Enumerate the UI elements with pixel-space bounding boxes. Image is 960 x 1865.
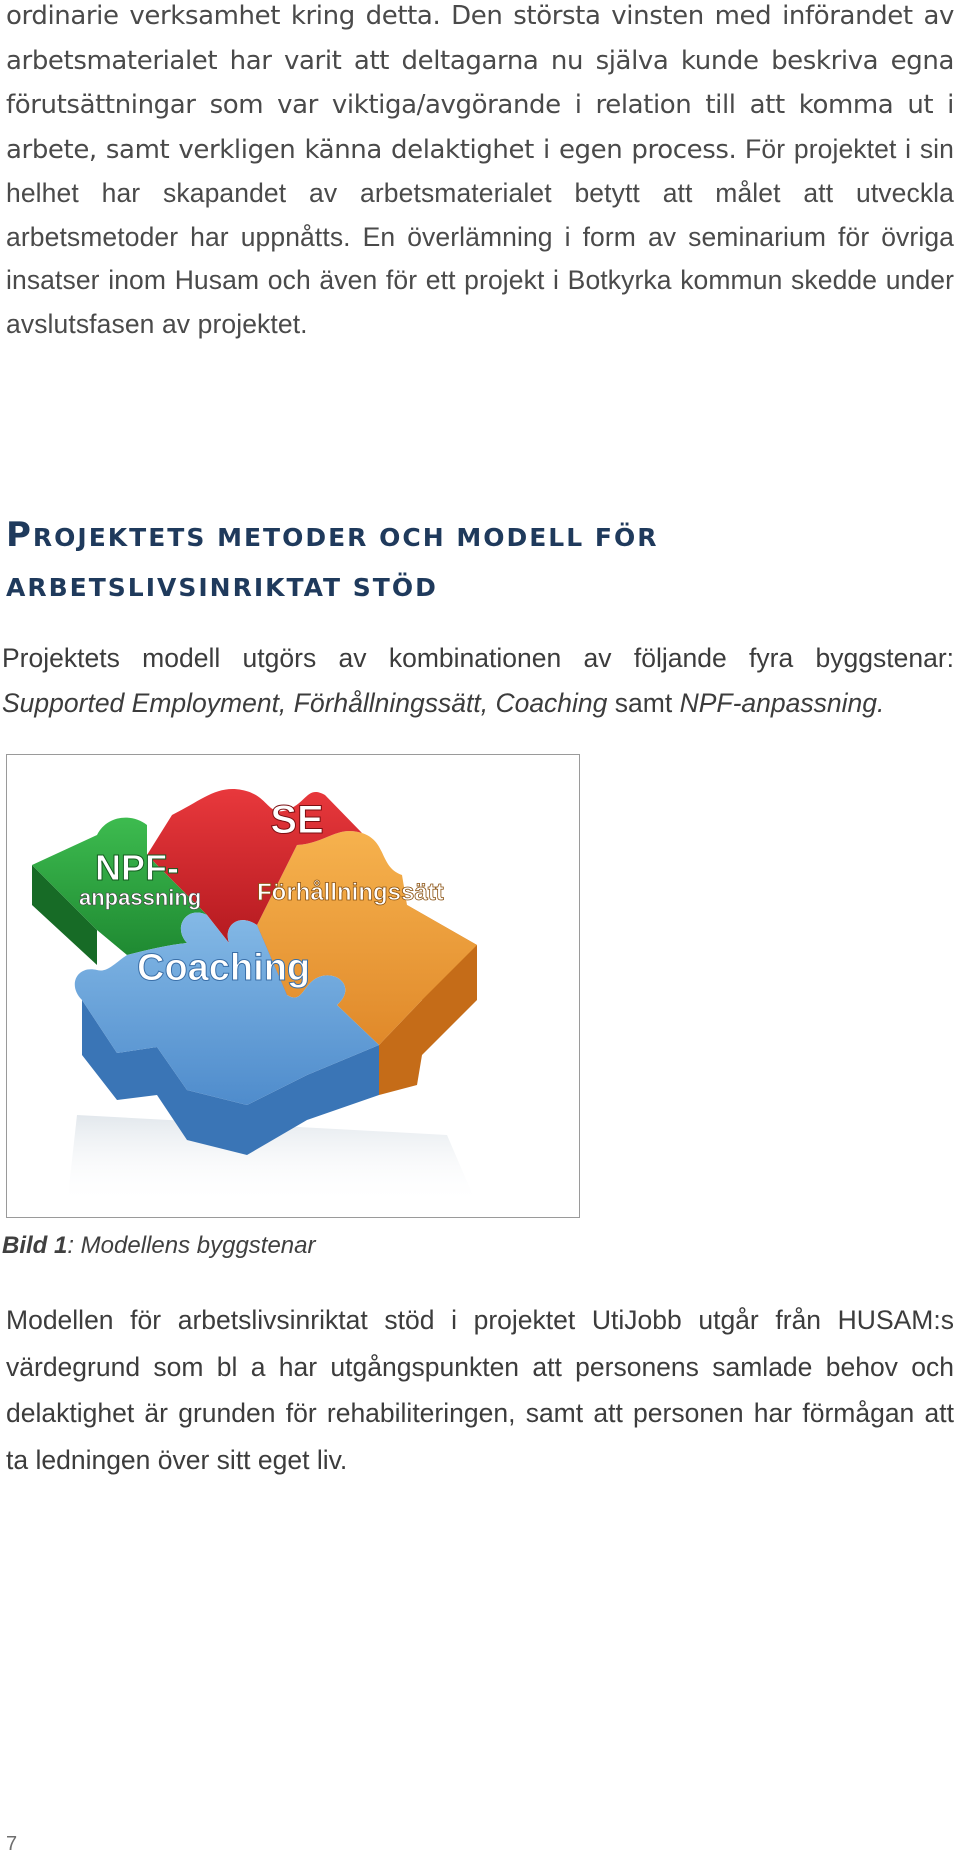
intro-paragraph [6,0,954,346]
label-forhallningssatt: Förhållningssätt [257,879,444,906]
model-paragraph-lead: Projektets modell utgörs av kombinationen av följande fyra byggstenar: [2,643,954,673]
intro-paragraph-part1: ordinarie verksamhet kring detta. Den största vinsten med införandet av arbetsmaterialet har varit att deltagarna nu själva kunde beskriva egna förutsättningar som var viktiga/avgörande i relation till att komma ut i arbete, samt verkligen känna delaktighet i egen process. [6,1,954,165]
model-paragraph-item1: Supported Employment, Förhållningssätt, Coaching [2,688,608,718]
heading-line1-rest: ROJEKTETS METODER OCH MODELL FÖR [32,523,659,552]
caption-label: Bild 1 [2,1232,68,1259]
model-paragraph-item2: NPF-anpassning. [679,688,885,718]
intro-paragraph-part2: För projektet i sin helhet har skapandet av arbetsmaterialet betytt att målet att utveckla arbetsmetoder har uppnåtts. En överlämning i form av seminarium för övriga insatser inom Husam och även för ett projekt i Botkyrka kommun skedde under avslutsfasen av projektet. [6,133,954,339]
puzzle-illustration [7,755,579,1217]
closing-paragraph: Modellen för arbetslivsinriktat stöd i projektet UtiJobb utgår från HUSAM:s värdegrund som bl a har utgångspunkten att personens samlade behov och delaktighet är grunden för rehabiliteringen, samt att personen har förmågan att ta ledningen över sitt eget liv. [6,1305,954,1475]
label-npf-line2: anpassning [79,885,202,910]
label-npf-line1: NPF- [95,847,179,888]
label-coaching: Coaching [137,947,311,989]
caption-text: : Modellens byggstenar [67,1232,316,1259]
label-se: SE [270,798,324,842]
heading-initial: P [6,515,33,555]
model-paragraph [2,636,954,726]
model-figure [6,754,580,1218]
page-number: 7 [6,1833,18,1855]
heading-line2: ARBETSLIVSINRIKTAT STÖD [6,573,438,602]
section-heading [6,510,906,613]
figure-caption [2,1226,316,1266]
model-paragraph-joiner: samt [607,688,680,718]
